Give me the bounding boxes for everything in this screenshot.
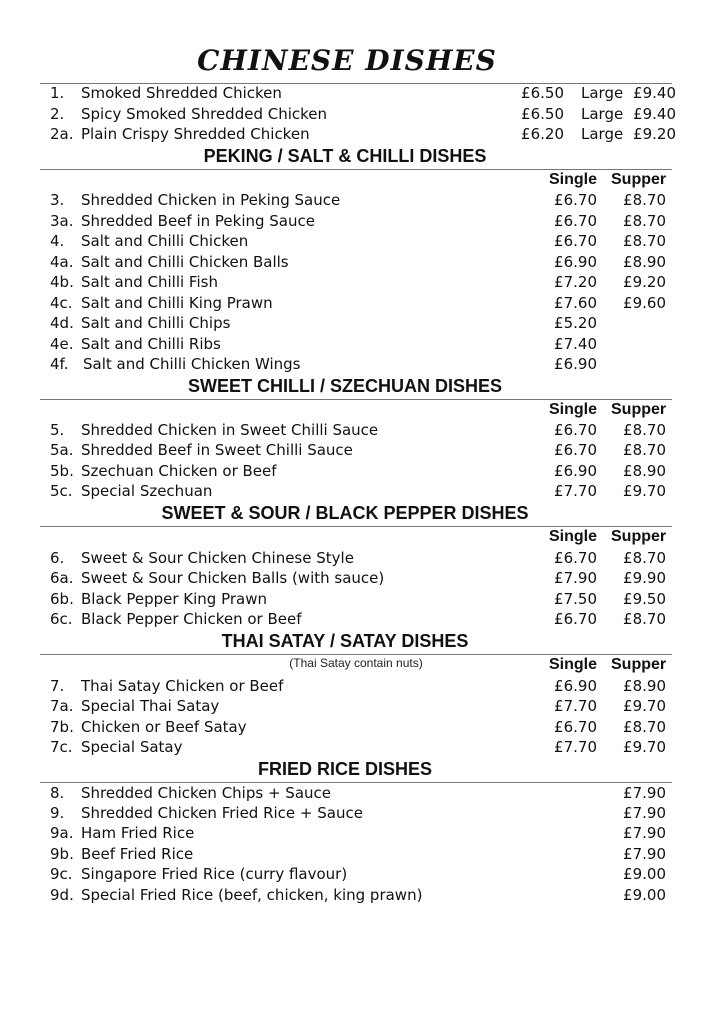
item-number: 4. [50, 232, 65, 250]
supper-price: £8.90 [623, 462, 666, 480]
item-name: Salt and Chilli King Prawn [81, 294, 273, 312]
item-price: £7.90 [623, 804, 666, 822]
item-number: 3. [50, 191, 65, 209]
menu-item [0, 211, 724, 231]
item-price: £6.50 [521, 84, 564, 102]
supper-price: £8.70 [623, 549, 666, 567]
supper-price: £8.90 [623, 677, 666, 695]
item-number: 2a. [50, 125, 74, 143]
menu-item [0, 293, 724, 313]
menu-item [0, 104, 724, 124]
item-number: 6. [50, 549, 65, 567]
menu-item [0, 696, 724, 716]
supper-price: £9.70 [623, 738, 666, 756]
single-price: £6.70 [554, 718, 597, 736]
single-price: £6.70 [554, 549, 597, 567]
item-name: Thai Satay Chicken or Beef [81, 677, 284, 695]
item-name: Special Szechuan [81, 482, 213, 500]
item-name: Salt and Chilli Chips [81, 314, 231, 332]
supper-price: £8.70 [623, 232, 666, 250]
item-price: £7.90 [623, 845, 666, 863]
supper-price: £9.50 [623, 590, 666, 608]
menu-item [0, 568, 724, 588]
menu-item [0, 354, 724, 374]
item-name: Black Pepper King Prawn [81, 590, 268, 608]
column-single: Single [549, 528, 598, 545]
single-price: £6.70 [554, 232, 597, 250]
section-heading-fried-rice: FRIED RICE DISHES [257, 759, 433, 779]
column-supper: Supper [611, 401, 667, 418]
single-price: £7.40 [554, 335, 597, 353]
menu-item [0, 334, 724, 354]
supper-price: £8.70 [623, 421, 666, 439]
menu-item [0, 823, 724, 843]
menu-item [0, 803, 724, 823]
item-number: 6a. [50, 569, 74, 587]
item-name: Spicy Smoked Shredded Chicken [81, 105, 328, 123]
supper-price: £9.90 [623, 569, 666, 587]
item-name: Singapore Fried Rice (curry flavour) [81, 865, 348, 883]
menu-item [0, 609, 724, 629]
supper-price: £8.70 [623, 212, 666, 230]
single-price: £7.50 [554, 590, 597, 608]
item-number: 2. [50, 105, 65, 123]
section-divider [40, 399, 672, 400]
single-price: £7.20 [554, 273, 597, 291]
item-name: Salt and Chilli Chicken [81, 232, 249, 250]
menu-item [0, 589, 724, 609]
single-price: £7.60 [554, 294, 597, 312]
large-label: Large [581, 84, 624, 102]
menu-item [0, 864, 724, 884]
single-price: £6.70 [554, 421, 597, 439]
single-price: £7.70 [554, 482, 597, 500]
item-name: Special Satay [81, 738, 183, 756]
item-number: 4e. [50, 335, 74, 353]
menu-item [0, 231, 724, 251]
item-name: Chicken or Beef Satay [81, 718, 247, 736]
menu-item [0, 885, 724, 905]
item-price: £7.90 [623, 824, 666, 842]
section-heading-sweet-sour: SWEET & SOUR / BLACK PEPPER DISHES [161, 503, 529, 523]
supper-price: £8.70 [623, 718, 666, 736]
item-number: 5. [50, 421, 65, 439]
single-price: £6.90 [554, 462, 597, 480]
column-supper: Supper [611, 656, 667, 673]
menu-item [0, 190, 724, 210]
item-number: 6c. [50, 610, 73, 628]
item-number: 7c. [50, 738, 73, 756]
column-single: Single [549, 401, 598, 418]
menu-item [0, 83, 724, 103]
item-name: Salt and Chilli Ribs [81, 335, 221, 353]
item-number: 7b. [50, 718, 74, 736]
page-title: CHINESE DISHES [197, 44, 497, 77]
item-number: 3a. [50, 212, 74, 230]
item-number: 9a. [50, 824, 74, 842]
menu-item [0, 252, 724, 272]
single-price: £7.70 [554, 697, 597, 715]
item-name: Ham Fried Rice [81, 824, 195, 842]
large-price: £9.40 [633, 105, 676, 123]
column-single: Single [549, 171, 598, 188]
large-price: £9.40 [633, 84, 676, 102]
single-price: £6.70 [554, 441, 597, 459]
item-number: 5b. [50, 462, 74, 480]
supper-price: £8.70 [623, 610, 666, 628]
menu-item [0, 717, 724, 737]
section-heading-satay: THAI SATAY / SATAY DISHES [221, 631, 469, 651]
item-name: Szechuan Chicken or Beef [81, 462, 277, 480]
item-name: Salt and Chilli Fish [81, 273, 218, 291]
menu-item [0, 737, 724, 757]
item-name: Shredded Chicken Fried Rice + Sauce [81, 804, 363, 822]
item-number: 9. [50, 804, 65, 822]
single-price: £6.90 [554, 253, 597, 271]
item-name: Beef Fried Rice [81, 845, 194, 863]
item-name: Shredded Chicken in Peking Sauce [81, 191, 341, 209]
item-number: 7a. [50, 697, 74, 715]
item-number: 7. [50, 677, 65, 695]
item-number: 5a. [50, 441, 74, 459]
single-price: £6.90 [554, 355, 597, 373]
item-name: Shredded Chicken in Sweet Chilli Sauce [81, 421, 379, 439]
item-name: Salt and Chilli Chicken Balls [81, 253, 289, 271]
item-number: 9c. [50, 865, 73, 883]
item-name: Shredded Beef in Peking Sauce [81, 212, 315, 230]
menu-item [0, 783, 724, 803]
section-divider [40, 526, 672, 527]
section-divider [40, 169, 672, 170]
item-name: Plain Crispy Shredded Chicken [81, 125, 310, 143]
item-name: Special Fried Rice (beef, chicken, king prawn) [81, 886, 423, 904]
item-number: 9b. [50, 845, 74, 863]
menu-item [0, 440, 724, 460]
single-price: £6.70 [554, 212, 597, 230]
item-name: Shredded Chicken Chips + Sauce [81, 784, 331, 802]
column-supper: Supper [611, 528, 667, 545]
menu-item [0, 420, 724, 440]
item-number: 8. [50, 784, 65, 802]
large-label: Large [581, 125, 624, 143]
supper-price: £8.70 [623, 441, 666, 459]
menu-item [0, 272, 724, 292]
item-price: £7.90 [623, 784, 666, 802]
item-number: 4c. [50, 294, 73, 312]
item-price: £6.20 [521, 125, 564, 143]
menu-item [0, 481, 724, 501]
single-price: £6.90 [554, 677, 597, 695]
menu-item [0, 676, 724, 696]
large-price: £9.20 [633, 125, 676, 143]
item-number: 4f. [50, 355, 69, 373]
item-name: Sweet & Sour Chicken Balls (with sauce) [81, 569, 385, 587]
item-number: 1. [50, 84, 65, 102]
nut-warning-note: (Thai Satay contain nuts) [289, 656, 423, 670]
menu-item [0, 313, 724, 333]
item-number: 4b. [50, 273, 74, 291]
single-price: £7.70 [554, 738, 597, 756]
supper-price: £9.20 [623, 273, 666, 291]
menu-item [0, 461, 724, 481]
supper-price: £8.70 [623, 191, 666, 209]
column-supper: Supper [611, 171, 667, 188]
supper-price: £9.70 [623, 697, 666, 715]
supper-price: £9.70 [623, 482, 666, 500]
item-name: Black Pepper Chicken or Beef [81, 610, 302, 628]
section-divider [40, 654, 672, 655]
item-name: Smoked Shredded Chicken [81, 84, 282, 102]
menu-item [0, 124, 724, 144]
single-price: £5.20 [554, 314, 597, 332]
column-single: Single [549, 656, 598, 673]
section-heading-szechuan: SWEET CHILLI / SZECHUAN DISHES [187, 376, 502, 396]
item-number: 6b. [50, 590, 74, 608]
single-price: £7.90 [554, 569, 597, 587]
item-name: Shredded Beef in Sweet Chilli Sauce [81, 441, 353, 459]
single-price: £6.70 [554, 191, 597, 209]
menu-item [0, 844, 724, 864]
item-number: 9d. [50, 886, 74, 904]
item-price: £6.50 [521, 105, 564, 123]
item-name: Salt and Chilli Chicken Wings [83, 355, 301, 373]
item-number: 5c. [50, 482, 73, 500]
single-price: £6.70 [554, 610, 597, 628]
supper-price: £8.90 [623, 253, 666, 271]
menu-item [0, 548, 724, 568]
supper-price: £9.60 [623, 294, 666, 312]
section-heading-peking: PEKING / SALT & CHILLI DISHES [203, 146, 487, 166]
item-price: £9.00 [623, 886, 666, 904]
item-number: 4a. [50, 253, 74, 271]
item-name: Special Thai Satay [81, 697, 220, 715]
item-price: £9.00 [623, 865, 666, 883]
large-label: Large [581, 105, 624, 123]
item-name: Sweet & Sour Chicken Chinese Style [81, 549, 354, 567]
item-number: 4d. [50, 314, 74, 332]
